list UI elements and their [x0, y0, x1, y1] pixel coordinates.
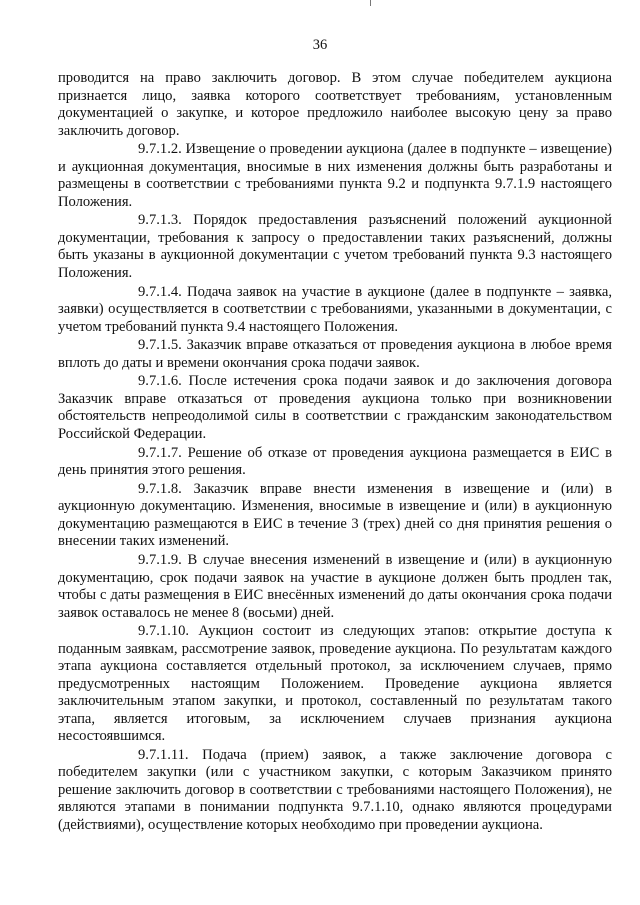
- clause-text: Заказчик вправе отказаться от проведения аукциона в любое время вплоть до даты и времени окончания срока подачи заявок.: [58, 337, 612, 371]
- page-number: 36: [312, 37, 328, 53]
- clause-9-7-1-11: [58, 747, 612, 835]
- clause-9-7-1-7: [58, 445, 612, 480]
- intro-paragraph: проводится на право заключить договор. В этом случае победителем аукциона признается лицо, заявка которого соответствует требованиям, установленным документацией о закупке, и которое предложило наиболее высокую цену за право заключить договор.: [58, 70, 612, 139]
- clause-9-7-1-4: [58, 284, 612, 337]
- clause-9-7-1-2: [58, 141, 612, 211]
- clause-9-7-1-8: [58, 481, 612, 551]
- clause-9-7-1-3: [58, 212, 612, 282]
- clause-number: 9.7.1.6.: [138, 373, 182, 390]
- clause-number: 9.7.1.9.: [138, 552, 182, 568]
- clause-text: Аукцион состоит из следующих этапов: открытие доступа к поданным заявкам, рассмотрение заявок, проведение аукциона. По результатам каждого этапа аукциона составляется отдельный протокол, за исключением случаев, прямо предусмотренных настоящим Положением. Проведение аукциона является заключительным этапом закупки, и протокол, составленный по результатам такого этапа, является итоговым, за исключением случаев признания аукциона несостоявшимся.: [58, 623, 612, 745]
- clause-text: Извещение о проведении аукциона (далее в подпункте – извещение) и аукционная документация, вносимые в них изменения должны быть разработаны и размещены в соответствии с требованиями пункта 9.2 и подпункта 9.7.1.9 настоящего Положения.: [58, 141, 612, 210]
- clause-text: В случае внесения изменений в извещение и (или) в аукционную документацию, срок подачи заявок на участие в аукционе должен быть продлен так, чтобы с даты размещения в ЕИС внесённых изменений до даты окончания срока подачи заявок оставалось не менее 8 (восьми) дней.: [58, 552, 612, 621]
- scan-mark: [370, 0, 371, 6]
- clause-number: 9.7.1.11.: [138, 746, 189, 763]
- clause-number: 9.7.1.10.: [138, 623, 190, 640]
- clause-number: 9.7.1.2.: [138, 141, 182, 158]
- clause-9-7-1-6: [58, 373, 612, 443]
- clause-text: Подача заявок на участие в аукционе (далее в подпункте – заявка, заявки) осуществляется в соответствии с требованиями, указанными в документации, с учетом требований пункта 9.4 настоящего Положения.: [58, 283, 612, 335]
- clause-9-7-1-9: [58, 552, 612, 622]
- clause-number: 9.7.1.3.: [138, 212, 182, 229]
- clause-text: Заказчик вправе внести изменения в извещение и (или) в аукционную документацию. Изменения, вносимые в извещение и (или) в аукционную документацию размещаются в ЕИС в течение 3 (трех) дней со дня принятия решения о внесении таких изменений.: [58, 480, 612, 550]
- clause-text: После истечения срока подачи заявок и до заключения договора Заказчик вправе отказаться от проведения аукциона только при возникновении обстоятельств непреодолимой силы в соответствии с гражданским законодательством Российской Федерации.: [58, 373, 612, 442]
- clause-number: 9.7.1.4.: [138, 283, 182, 300]
- clause-text: Подача (прием) заявок, а также заключение договора с победителем закупки (или с участником закупки, с которым Заказчиком принято решение заключить договор в соответствии с требованиями настоящего Положения), не являются этапами в понимании подпункта 9.7.1.10, однако являются процедурами (действиями), осуществление которых необходимо при проведении аукциона.: [58, 746, 612, 833]
- clause-text: Порядок предоставления разъяснений положений аукционной документации, требования к запросу о предоставлении таких разъяснений, должны быть указаны в аукционной документации с учетом требований пункта 9.3 настоящего Положения.: [58, 212, 612, 281]
- clause-number: 9.7.1.5.: [138, 337, 182, 354]
- clause-9-7-1-5: [58, 337, 612, 372]
- clause-number: 9.7.1.8.: [138, 480, 182, 497]
- clause-number: 9.7.1.7.: [138, 444, 182, 461]
- clause-9-7-1-10: [58, 623, 612, 746]
- document-body: [58, 70, 612, 836]
- clause-text: Решение об отказе от проведения аукциона размещается в ЕИС в день принятия этого решения.: [58, 444, 612, 479]
